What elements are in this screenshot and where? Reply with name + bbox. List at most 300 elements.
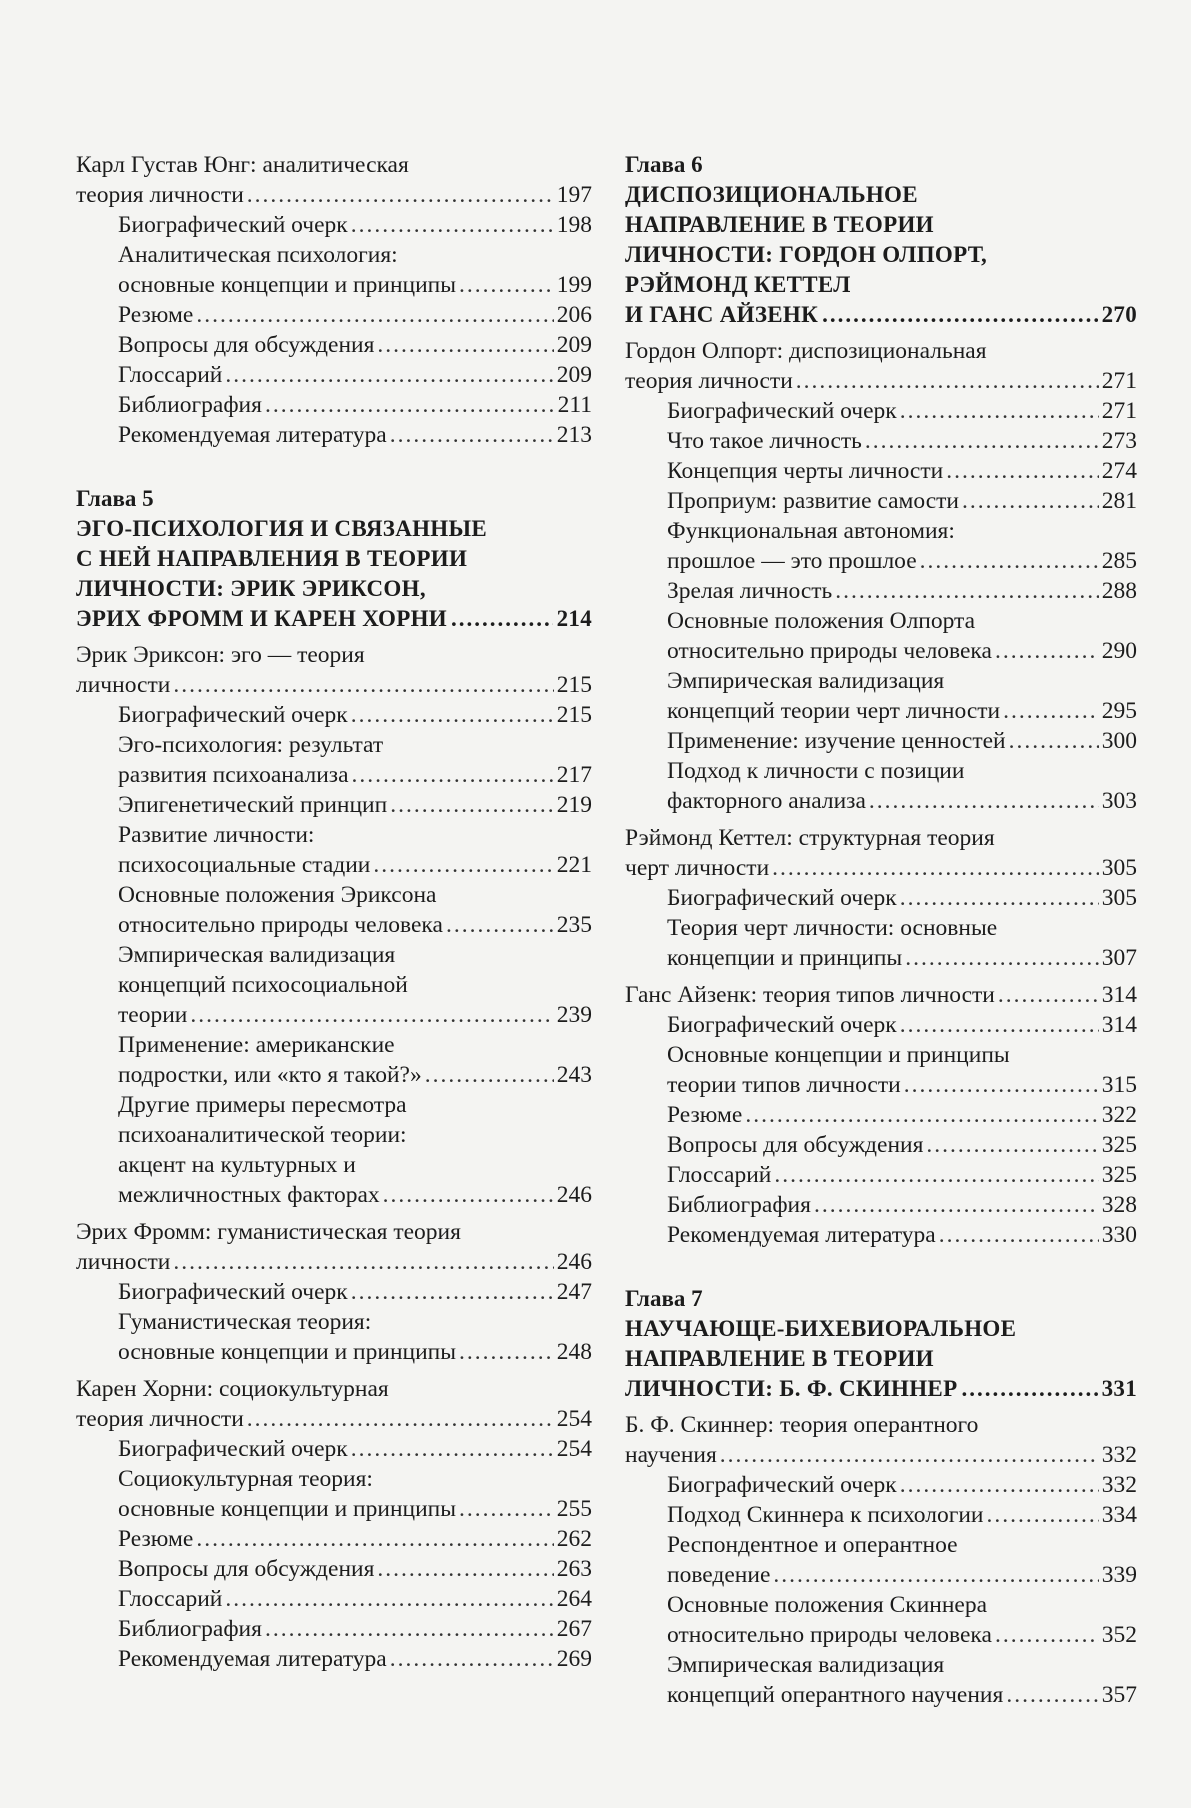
entry-last-line: [667, 576, 1137, 606]
toc-subsection-entry: [625, 606, 1137, 666]
toc-subsection-entry: [625, 756, 1137, 816]
entry-last-line: [667, 486, 1137, 516]
entry-title-line: теория личности: [76, 1406, 244, 1432]
toc-subsection-entry: [76, 390, 592, 420]
dot-leader: [822, 300, 1098, 330]
toc-subsection-entry: [625, 726, 1137, 756]
dot-leader: [961, 1374, 1097, 1404]
page-number: 255: [556, 1496, 592, 1522]
page-number: 325: [1101, 1162, 1137, 1188]
toc-subsection-entry: [76, 300, 592, 330]
page-number: 303: [1101, 788, 1137, 814]
entry-title-line: Респондентное и оперантное: [667, 1532, 958, 1558]
entry-title-line: Социокультурная теория:: [118, 1466, 373, 1492]
dot-leader: [390, 420, 554, 450]
entry-title-line: Эмпирическая валидизация: [667, 668, 945, 694]
toc-subsection-entry: [76, 820, 592, 880]
toc-subsection-entry: [76, 1030, 592, 1090]
chapter-title-last-line: [625, 300, 1137, 330]
entry-last-line: [76, 1404, 592, 1434]
chapter-title-line: ЛИЧНОСТИ: ГОРДОН ОЛПОРТ,: [625, 242, 988, 267]
dot-leader: [390, 790, 554, 820]
toc-subsection-entry: [625, 1040, 1137, 1100]
entry-title-line: Проприум: развитие самости: [667, 488, 960, 514]
toc-subsection-entry: [76, 1277, 592, 1307]
toc-subsection-entry: [76, 240, 592, 300]
page-number: 330: [1101, 1222, 1137, 1248]
entry-last-line: [118, 1494, 592, 1524]
entry-last-line: [667, 1680, 1137, 1710]
entry-title-line: Рекомендуемая литература: [667, 1222, 936, 1248]
toc-section-entry: [76, 1374, 592, 1434]
chapter-title-line: ЛИЧНОСТИ: ЭРИК ЭРИКСОН,: [76, 576, 426, 601]
dot-leader: [995, 1620, 1099, 1650]
page-number: 269: [556, 1646, 592, 1672]
entry-last-line: [118, 420, 592, 450]
toc-subsection-entry: [76, 1614, 592, 1644]
entry-title-line: Биографический очерк: [667, 1012, 897, 1038]
entry-title-line: межличностных факторах: [118, 1182, 380, 1208]
entry-last-line: [667, 1220, 1137, 1250]
entry-last-line: [625, 853, 1137, 883]
toc-subsection-entry: [625, 1190, 1137, 1220]
dot-leader: [865, 426, 1099, 456]
entry-title-line: Биографический очерк: [667, 1472, 897, 1498]
page-number: 209: [556, 362, 592, 388]
entry-last-line: [76, 180, 592, 210]
toc-subsection-entry: [76, 700, 592, 730]
toc-section-entry: [76, 150, 592, 210]
entry-last-line: [667, 786, 1137, 816]
entry-title-line: Зрелая личность: [667, 578, 833, 604]
entry-title-line: Теория черт личности: основные: [667, 915, 998, 941]
page-number: 247: [556, 1279, 592, 1305]
entry-title-line: Биографический очерк: [667, 398, 897, 424]
chapter-title-line: НАПРАВЛЕНИЕ В ТЕОРИИ: [625, 212, 934, 237]
entry-last-line: [667, 726, 1137, 756]
toc-subsection-entry: [625, 1500, 1137, 1530]
entry-title-line: Подход к личности с позиции: [667, 758, 965, 784]
dot-leader: [720, 1440, 1099, 1470]
page-number: 334: [1101, 1502, 1137, 1528]
dot-leader: [247, 180, 554, 210]
toc-subsection-entry: [76, 1307, 592, 1367]
page-number: 217: [556, 762, 592, 788]
entry-title-line: личности: [76, 672, 171, 698]
entry-title-line: Подход Скиннера к психологии: [667, 1502, 984, 1528]
entry-last-line: [667, 636, 1137, 666]
entry-last-line: [118, 850, 592, 880]
page-number: 199: [556, 272, 592, 298]
page-number: 206: [556, 302, 592, 328]
page-number: 328: [1101, 1192, 1137, 1218]
entry-title-line: основные концепции и принципы: [118, 1496, 457, 1522]
dot-leader: [814, 1190, 1099, 1220]
dot-leader: [904, 1070, 1099, 1100]
toc-subsection-entry: [625, 1010, 1137, 1040]
dot-leader: [900, 396, 1099, 426]
dot-leader: [373, 850, 553, 880]
toc-column-right: [625, 150, 1137, 1710]
dot-leader: [383, 1180, 554, 1210]
entry-last-line: [118, 790, 592, 820]
page-number: 339: [1101, 1562, 1137, 1588]
toc-subsection-entry: [625, 883, 1137, 913]
dot-leader: [946, 456, 1099, 486]
entry-last-line: [118, 1180, 592, 1210]
chapter-heading: [76, 484, 592, 634]
toc-subsection-entry: [625, 1470, 1137, 1500]
page-number: 290: [1101, 638, 1137, 664]
entry-title-line: основные концепции и принципы: [118, 1339, 457, 1365]
toc-section-entry: [625, 336, 1137, 396]
dot-leader: [459, 1337, 554, 1367]
entry-title-line: Эпигенетический принцип: [118, 792, 388, 818]
toc-subsection-entry: [625, 516, 1137, 576]
page-number: 243: [556, 1062, 592, 1088]
dot-leader: [774, 1160, 1098, 1190]
toc-subsection-entry: [76, 790, 592, 820]
toc-section-entry: [625, 1410, 1137, 1470]
entry-title-line: Другие примеры пересмотра: [118, 1092, 407, 1118]
entry-last-line: [667, 1620, 1137, 1650]
dot-leader: [352, 760, 554, 790]
page-number: 322: [1101, 1102, 1137, 1128]
entry-title-line: Применение: американские: [118, 1032, 395, 1058]
dot-leader: [190, 1000, 553, 1030]
entry-title-line: Функциональная автономия:: [667, 518, 955, 544]
entry-last-line: [118, 210, 592, 240]
toc-subsection-entry: [625, 576, 1137, 606]
page-number: 270: [1101, 302, 1137, 327]
chapter-title-line: ЭГО-ПСИХОЛОГИЯ И СВЯЗАННЫЕ: [76, 516, 488, 541]
entry-last-line: [118, 700, 592, 730]
entry-title-line: Гордон Олпорт: диспозициональная: [625, 338, 987, 364]
entry-title-line: психосоциальные стадии: [118, 852, 371, 878]
chapter-label: Глава 6: [625, 152, 703, 177]
entry-last-line: [667, 396, 1137, 426]
chapter-title-line: ЛИЧНОСТИ: Б. Ф. СКИННЕР: [625, 1376, 958, 1401]
page-number: 215: [556, 672, 592, 698]
entry-last-line: [667, 546, 1137, 576]
toc-subsection-entry: [625, 486, 1137, 516]
entry-title-line: теории: [118, 1002, 188, 1028]
dot-leader: [351, 1277, 554, 1307]
entry-title-line: Эрих Фромм: гуманистическая теория: [76, 1219, 461, 1245]
toc-subsection-entry: [625, 1590, 1137, 1650]
entry-title-line: Биографический очерк: [118, 1279, 348, 1305]
entry-title-line: психоаналитической теории:: [118, 1122, 407, 1148]
entry-last-line: [118, 1434, 592, 1464]
toc-section-entry: [625, 980, 1137, 1010]
dot-leader: [377, 1554, 553, 1584]
entry-last-line: [667, 1470, 1137, 1500]
page-number: 264: [556, 1586, 592, 1612]
entry-title-line: Резюме: [118, 1526, 194, 1552]
entry-title-line: Применение: изучение ценностей: [667, 728, 1006, 754]
entry-title-line: Эго-психология: результат: [118, 732, 384, 758]
page-number: 267: [556, 1616, 592, 1642]
entry-title-line: Рекомендуемая литература: [118, 422, 387, 448]
page-number: 219: [556, 792, 592, 818]
dot-leader: [225, 1584, 553, 1614]
entry-last-line: [667, 426, 1137, 456]
page-number: 285: [1101, 548, 1137, 574]
page-number: 211: [557, 392, 592, 418]
dot-leader: [987, 1500, 1099, 1530]
entry-title-line: Биографический очерк: [118, 702, 348, 728]
page-number: 262: [556, 1526, 592, 1552]
page-number: 273: [1101, 428, 1137, 454]
toc-subsection-entry: [625, 426, 1137, 456]
toc-subsection-entry: [76, 360, 592, 390]
entry-title-line: Глоссарий: [118, 1586, 223, 1612]
page-number: 213: [556, 422, 592, 448]
entry-title-line: Биографический очерк: [118, 1436, 348, 1462]
dot-leader: [905, 943, 1099, 973]
page-number: 314: [1101, 1012, 1137, 1038]
page-number: 214: [556, 606, 592, 631]
toc-subsection-entry: [625, 396, 1137, 426]
dot-leader: [446, 910, 554, 940]
toc-subsection-entry: [625, 1530, 1137, 1590]
page-number: 332: [1101, 1472, 1137, 1498]
chapter-title-line: НАУЧАЮЩЕ-БИХЕВИОРАЛЬНОЕ: [625, 1316, 1017, 1341]
page-number: 239: [556, 1002, 592, 1028]
entry-title-line: Библиография: [667, 1192, 811, 1218]
entry-last-line: [667, 1160, 1137, 1190]
entry-title-line: Гуманистическая теория:: [118, 1309, 372, 1335]
page-number: 315: [1101, 1072, 1137, 1098]
entry-last-line: [118, 1614, 592, 1644]
entry-last-line: [118, 760, 592, 790]
entry-last-line: [118, 1644, 592, 1674]
page-number: 300: [1101, 728, 1137, 754]
entry-title-line: Глоссарий: [667, 1162, 772, 1188]
toc-section-entry: [76, 1217, 592, 1277]
entry-last-line: [118, 1277, 592, 1307]
toc-subsection-entry: [76, 880, 592, 940]
entry-title-line: концепции и принципы: [667, 945, 903, 971]
page-number: 357: [1101, 1682, 1137, 1708]
entry-last-line: [667, 1100, 1137, 1130]
entry-title-line: Рэймонд Кеттел: структурная теория: [625, 825, 995, 851]
page-number: 246: [556, 1249, 592, 1275]
page-number: 281: [1101, 488, 1137, 514]
chapter-title-line: ДИСПОЗИЦИОНАЛЬНОЕ: [625, 182, 918, 207]
entry-title-line: Карен Хорни: социокультурная: [76, 1376, 389, 1402]
entry-last-line: [667, 456, 1137, 486]
dot-leader: [351, 1434, 554, 1464]
chapter-label: Глава 5: [76, 486, 154, 511]
entry-title-line: подростки, или «кто я такой?»: [118, 1062, 422, 1088]
entry-last-line: [118, 1060, 592, 1090]
entry-title-line: Основные концепции и принципы: [667, 1042, 1010, 1068]
dot-leader: [869, 786, 1099, 816]
toc-section-entry: [625, 823, 1137, 883]
entry-title-line: Резюме: [667, 1102, 743, 1128]
entry-last-line: [118, 1000, 592, 1030]
dot-leader: [173, 670, 553, 700]
page-number: 305: [1101, 855, 1137, 881]
toc-subsection-entry: [625, 1160, 1137, 1190]
dot-leader: [377, 330, 553, 360]
page-number: 221: [556, 852, 592, 878]
entry-last-line: [667, 943, 1137, 973]
toc-subsection-entry: [625, 1650, 1137, 1710]
dot-leader: [1006, 1680, 1098, 1710]
entry-title-line: основные концепции и принципы: [118, 272, 457, 298]
entry-last-line: [118, 1337, 592, 1367]
toc-subsection-entry: [625, 1100, 1137, 1130]
entry-last-line: [118, 360, 592, 390]
page-number: 332: [1101, 1442, 1137, 1468]
dot-leader: [459, 270, 554, 300]
chapter-title-last-line: [625, 1374, 1137, 1404]
dot-leader: [835, 576, 1099, 606]
page-number: 235: [556, 912, 592, 938]
page-number: 209: [556, 332, 592, 358]
page-number: 352: [1101, 1622, 1137, 1648]
toc-column-left: [76, 150, 592, 1674]
page-number: 248: [556, 1339, 592, 1365]
page-number: 288: [1101, 578, 1137, 604]
dot-leader: [451, 604, 553, 634]
entry-last-line: [667, 1560, 1137, 1590]
page-number: 325: [1101, 1132, 1137, 1158]
entry-title-line: акцент на культурных и: [118, 1152, 356, 1178]
dot-leader: [962, 486, 1099, 516]
entry-last-line: [667, 696, 1137, 726]
entry-title-line: факторного анализа: [667, 788, 866, 814]
dot-leader: [247, 1404, 554, 1434]
entry-last-line: [118, 1584, 592, 1614]
entry-title-line: концепций психосоциальной: [118, 972, 408, 998]
entry-title-line: Что такое личность: [667, 428, 862, 454]
entry-title-line: научения: [625, 1442, 717, 1468]
page-number: 254: [556, 1436, 592, 1462]
dot-leader: [459, 1494, 554, 1524]
dot-leader: [351, 210, 554, 240]
entry-last-line: [118, 910, 592, 940]
entry-title-line: поведение: [667, 1562, 771, 1588]
page-number: 198: [556, 212, 592, 238]
dot-leader: [926, 1130, 1098, 1160]
entry-title-line: Рекомендуемая литература: [118, 1646, 387, 1672]
page-number: 254: [556, 1406, 592, 1432]
entry-last-line: [118, 300, 592, 330]
page-number: 331: [1101, 1376, 1137, 1401]
dot-leader: [225, 360, 553, 390]
toc-subsection-entry: [76, 1524, 592, 1554]
toc-subsection-entry: [76, 210, 592, 240]
dot-leader: [196, 300, 553, 330]
dot-leader: [390, 1644, 554, 1674]
entry-title-line: относительно природы человека: [667, 1622, 992, 1648]
toc-subsection-entry: [76, 1434, 592, 1464]
entry-title-line: Эрик Эриксон: эго — теория: [76, 642, 365, 668]
entry-title-line: Эмпирическая валидизация: [118, 942, 396, 968]
page-number: 271: [1101, 368, 1137, 394]
dot-leader: [196, 1524, 553, 1554]
entry-title-line: Биографический очерк: [667, 885, 897, 911]
dot-leader: [351, 700, 554, 730]
entry-last-line: [667, 1500, 1137, 1530]
entry-last-line: [667, 1070, 1137, 1100]
entry-last-line: [625, 980, 1137, 1010]
chapter-title-line: И ГАНС АЙЗЕНК: [625, 302, 819, 327]
dot-leader: [745, 1100, 1098, 1130]
entry-title-line: Биографический очерк: [118, 212, 348, 238]
entry-title-line: Ганс Айзенк: теория типов личности: [625, 982, 995, 1008]
entry-title-line: черт личности: [625, 855, 770, 881]
page-number: 307: [1101, 945, 1137, 971]
entry-title-line: развития психоанализа: [118, 762, 349, 788]
entry-last-line: [667, 1010, 1137, 1040]
entry-title-line: концепций теории черт личности: [667, 698, 1001, 724]
entry-title-line: Резюме: [118, 302, 194, 328]
chapter-title-line: ЭРИХ ФРОММ И КАРЕН ХОРНИ: [76, 606, 447, 631]
entry-title-line: Основные положения Скиннера: [667, 1592, 988, 1618]
entry-last-line: [76, 1247, 592, 1277]
dot-leader: [173, 1247, 553, 1277]
dot-leader: [900, 1010, 1099, 1040]
entry-title-line: Библиография: [118, 1616, 262, 1642]
entry-title-line: теории типов личности: [667, 1072, 901, 1098]
toc-subsection-entry: [76, 1090, 592, 1210]
entry-title-line: личности: [76, 1249, 171, 1275]
entry-last-line: [625, 366, 1137, 396]
chapter-title-line: РЭЙМОНД КЕТТЕЛ: [625, 272, 851, 297]
entry-last-line: [667, 1130, 1137, 1160]
entry-title-line: Концепция черты личности: [667, 458, 944, 484]
toc-subsection-entry: [625, 913, 1137, 973]
entry-last-line: [625, 1440, 1137, 1470]
dot-leader: [998, 980, 1099, 1010]
entry-title-line: Вопросы для обсуждения: [667, 1132, 924, 1158]
entry-title-line: концепций оперантного научения: [667, 1682, 1004, 1708]
dot-leader: [772, 853, 1099, 883]
entry-title-line: относительно природы человека: [118, 912, 443, 938]
dot-leader: [1009, 726, 1099, 756]
entry-title-line: прошлое — это прошлое: [667, 548, 917, 574]
entry-last-line: [667, 1190, 1137, 1220]
toc-subsection-entry: [76, 420, 592, 450]
entry-title-line: относительно природы человека: [667, 638, 992, 664]
entry-last-line: [118, 1554, 592, 1584]
chapter-title-last-line: [76, 604, 592, 634]
toc-subsection-entry: [76, 940, 592, 1030]
dot-leader: [920, 546, 1099, 576]
page-number: 314: [1101, 982, 1137, 1008]
entry-title-line: Эмпирическая валидизация: [667, 1652, 945, 1678]
dot-leader: [425, 1060, 554, 1090]
page-number: 305: [1101, 885, 1137, 911]
entry-last-line: [667, 883, 1137, 913]
entry-last-line: [76, 670, 592, 700]
entry-title-line: Основные положения Эриксона: [118, 882, 437, 908]
chapter-title-line: НАПРАВЛЕНИЕ В ТЕОРИИ: [625, 1346, 934, 1371]
page-number: 274: [1101, 458, 1137, 484]
entry-title-line: Глоссарий: [118, 362, 223, 388]
toc-subsection-entry: [76, 330, 592, 360]
toc-subsection-entry: [76, 1464, 592, 1524]
page-number: 263: [556, 1556, 592, 1582]
entry-title-line: теория личности: [625, 368, 793, 394]
toc-subsection-entry: [625, 1220, 1137, 1250]
toc-subsection-entry: [76, 730, 592, 790]
toc-subsection-entry: [625, 1130, 1137, 1160]
